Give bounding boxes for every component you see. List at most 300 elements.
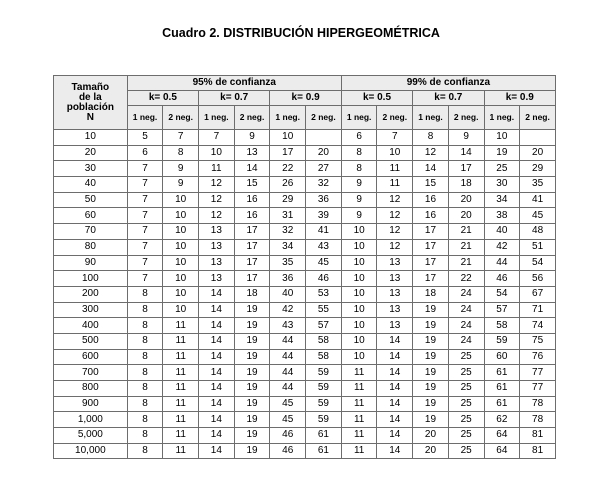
table-row (54, 349, 556, 365)
sample-size-cell: 17 (413, 271, 449, 287)
population-size-cell: 100 (54, 271, 128, 287)
sample-size-cell: 46 (484, 271, 520, 287)
sample-size-cell: 11 (163, 365, 199, 381)
sample-size-cell: 14 (413, 161, 449, 177)
sample-size-cell: 38 (484, 208, 520, 224)
sample-size-cell: 61 (306, 428, 342, 444)
sample-size-cell: 13 (377, 255, 413, 271)
sample-size-cell: 13 (234, 145, 270, 161)
population-size-header (54, 76, 128, 130)
population-size-cell: 900 (54, 396, 128, 412)
sample-size-cell: 8 (341, 145, 377, 161)
sample-size-cell: 25 (448, 412, 484, 428)
sample-size-cell: 18 (413, 286, 449, 302)
sample-size-cell: 7 (127, 208, 163, 224)
sample-size-cell: 13 (377, 318, 413, 334)
population-size-cell: 600 (54, 349, 128, 365)
sample-size-cell: 17 (270, 145, 306, 161)
confidence-99-header: 99% de confianza (341, 76, 555, 91)
table-row (54, 443, 556, 459)
sample-size-cell: 40 (270, 286, 306, 302)
sample-size-cell: 54 (484, 286, 520, 302)
sample-size-cell: 14 (377, 412, 413, 428)
sample-size-cell: 19 (234, 302, 270, 318)
sample-size-cell: 11 (163, 443, 199, 459)
population-size-cell: 10,000 (54, 443, 128, 459)
sample-size-cell: 12 (377, 224, 413, 240)
table-row (54, 192, 556, 208)
sample-size-cell: 19 (234, 443, 270, 459)
sample-size-cell: 58 (306, 333, 342, 349)
table-row (54, 161, 556, 177)
neg-header: 2 neg. (377, 106, 413, 130)
population-size-line: Tamaño (71, 81, 110, 93)
sample-size-cell: 8 (127, 428, 163, 444)
neg-header: 2 neg. (520, 106, 556, 130)
sample-size-cell: 17 (234, 239, 270, 255)
sample-size-cell: 18 (234, 286, 270, 302)
sample-size-cell: 25 (484, 161, 520, 177)
sample-size-cell: 17 (413, 239, 449, 255)
sample-size-cell: 9 (163, 177, 199, 193)
sample-size-cell: 7 (127, 255, 163, 271)
sample-size-cell: 19 (413, 349, 449, 365)
sample-size-cell: 34 (484, 192, 520, 208)
sample-size-cell: 10 (163, 192, 199, 208)
sample-size-cell: 8 (127, 349, 163, 365)
sample-size-cell: 35 (270, 255, 306, 271)
sample-size-cell: 14 (199, 302, 235, 318)
neg-header: 2 neg. (234, 106, 270, 130)
sample-size-cell (520, 130, 556, 146)
population-size-cell: 60 (54, 208, 128, 224)
sample-size-cell: 12 (377, 239, 413, 255)
sample-size-cell: 9 (163, 161, 199, 177)
sample-size-cell: 31 (270, 208, 306, 224)
population-size-cell: 200 (54, 286, 128, 302)
neg-header: 2 neg. (163, 106, 199, 130)
sample-size-cell: 30 (484, 177, 520, 193)
sample-size-cell: 19 (413, 302, 449, 318)
sample-size-cell: 5 (127, 130, 163, 146)
neg-header: 1 neg. (127, 106, 163, 130)
population-size-cell: 10 (54, 130, 128, 146)
sample-size-cell: 14 (234, 161, 270, 177)
population-size-cell: 1,000 (54, 412, 128, 428)
population-size-line: N (86, 111, 94, 123)
k-header: k= 0.7 (199, 91, 270, 106)
sample-size-cell: 19 (234, 333, 270, 349)
sample-size-cell: 12 (199, 208, 235, 224)
sample-size-cell: 12 (199, 192, 235, 208)
sample-size-cell: 25 (448, 396, 484, 412)
table-row (54, 177, 556, 193)
sample-size-cell: 12 (199, 177, 235, 193)
sample-size-cell: 64 (484, 443, 520, 459)
sample-size-cell: 10 (341, 349, 377, 365)
sample-size-cell: 41 (520, 192, 556, 208)
sample-size-cell: 55 (306, 302, 342, 318)
sample-size-cell: 14 (199, 428, 235, 444)
sample-size-cell: 20 (520, 145, 556, 161)
sample-size-cell: 16 (413, 208, 449, 224)
sample-size-cell: 8 (163, 145, 199, 161)
sample-size-cell: 13 (199, 224, 235, 240)
table-body (54, 130, 556, 459)
table-row (54, 396, 556, 412)
population-size-cell: 40 (54, 177, 128, 193)
sample-size-cell: 10 (341, 286, 377, 302)
sample-size-cell: 8 (127, 318, 163, 334)
population-size-cell: 80 (54, 239, 128, 255)
sample-size-cell: 7 (163, 130, 199, 146)
sample-size-cell: 24 (448, 302, 484, 318)
neg-header: 2 neg. (306, 106, 342, 130)
population-size-cell: 30 (54, 161, 128, 177)
k-header: k= 0.5 (127, 91, 198, 106)
sample-size-cell: 45 (306, 255, 342, 271)
sample-size-cell: 13 (199, 239, 235, 255)
sample-size-cell: 21 (448, 255, 484, 271)
sample-size-cell: 16 (234, 192, 270, 208)
sample-size-cell: 74 (520, 318, 556, 334)
sample-size-cell: 16 (413, 192, 449, 208)
sample-size-cell: 59 (484, 333, 520, 349)
sample-size-cell: 10 (341, 318, 377, 334)
sample-size-cell: 17 (413, 255, 449, 271)
sample-size-cell: 54 (520, 255, 556, 271)
table-row (54, 318, 556, 334)
sample-size-cell: 29 (520, 161, 556, 177)
table-row (54, 381, 556, 397)
sample-size-cell: 7 (127, 224, 163, 240)
sample-size-cell: 8 (127, 333, 163, 349)
sample-size-cell: 24 (448, 333, 484, 349)
sample-size-cell: 11 (341, 365, 377, 381)
sample-size-cell: 32 (270, 224, 306, 240)
sample-size-cell: 11 (341, 443, 377, 459)
sample-size-cell: 10 (199, 145, 235, 161)
neg-header: 1 neg. (484, 106, 520, 130)
sample-size-cell: 81 (520, 443, 556, 459)
sample-size-cell: 15 (234, 177, 270, 193)
table-row (54, 255, 556, 271)
sample-size-cell: 10 (163, 239, 199, 255)
sample-size-cell: 34 (270, 239, 306, 255)
sample-size-cell: 8 (127, 396, 163, 412)
sample-size-cell: 44 (484, 255, 520, 271)
table-row (54, 286, 556, 302)
sample-size-cell: 81 (520, 428, 556, 444)
sample-size-cell: 8 (127, 443, 163, 459)
sample-size-cell: 24 (448, 286, 484, 302)
sample-size-cell: 10 (163, 255, 199, 271)
sample-size-cell: 56 (520, 271, 556, 287)
sample-size-cell: 10 (163, 271, 199, 287)
k-header: k= 0.9 (484, 91, 556, 106)
neg-header: 1 neg. (413, 106, 449, 130)
sample-size-cell: 14 (199, 286, 235, 302)
sample-size-cell: 75 (520, 333, 556, 349)
sample-size-cell: 13 (377, 302, 413, 318)
sample-size-cell: 11 (341, 396, 377, 412)
sample-size-cell: 13 (377, 271, 413, 287)
sample-size-cell: 25 (448, 443, 484, 459)
sample-size-cell: 14 (377, 396, 413, 412)
neg-header: 1 neg. (199, 106, 235, 130)
sample-size-cell: 61 (484, 365, 520, 381)
sample-size-cell: 58 (306, 349, 342, 365)
sample-size-cell: 77 (520, 365, 556, 381)
sample-size-cell: 8 (127, 286, 163, 302)
sample-size-cell: 14 (377, 333, 413, 349)
sample-size-cell: 42 (484, 239, 520, 255)
sample-size-cell: 25 (448, 349, 484, 365)
sample-size-cell: 44 (270, 381, 306, 397)
sample-size-cell: 8 (413, 130, 449, 146)
sample-size-cell: 9 (448, 130, 484, 146)
sample-size-cell: 58 (484, 318, 520, 334)
sample-size-cell: 8 (127, 302, 163, 318)
sample-size-cell: 19 (234, 365, 270, 381)
sample-size-cell: 14 (199, 365, 235, 381)
population-size-line: población (66, 101, 114, 113)
sample-size-cell: 19 (234, 412, 270, 428)
sample-size-cell: 57 (484, 302, 520, 318)
sample-size-cell: 10 (163, 302, 199, 318)
sample-size-cell: 71 (520, 302, 556, 318)
population-size-cell: 800 (54, 381, 128, 397)
sample-size-cell: 13 (199, 255, 235, 271)
population-size-cell: 5,000 (54, 428, 128, 444)
sample-size-cell: 7 (127, 239, 163, 255)
sample-size-cell: 11 (377, 161, 413, 177)
table-row (54, 130, 556, 146)
sample-size-cell: 17 (234, 224, 270, 240)
sample-size-cell: 59 (306, 396, 342, 412)
table-row (54, 302, 556, 318)
sample-size-cell: 11 (163, 349, 199, 365)
sample-size-cell: 64 (484, 428, 520, 444)
sample-size-cell: 11 (341, 412, 377, 428)
sample-size-cell: 21 (448, 239, 484, 255)
sample-size-cell: 11 (163, 381, 199, 397)
sample-size-cell: 8 (127, 412, 163, 428)
sample-size-cell: 26 (270, 177, 306, 193)
sample-size-cell: 12 (377, 208, 413, 224)
table-row (54, 239, 556, 255)
neg-header: 1 neg. (270, 106, 306, 130)
sample-size-cell: 17 (234, 255, 270, 271)
sample-size-cell: 11 (163, 428, 199, 444)
sample-size-cell: 11 (341, 381, 377, 397)
table-row (54, 365, 556, 381)
sample-size-cell: 14 (199, 412, 235, 428)
sample-size-cell: 21 (448, 224, 484, 240)
sample-size-cell: 10 (377, 145, 413, 161)
sample-size-cell: 11 (377, 177, 413, 193)
sample-size-cell: 15 (413, 177, 449, 193)
population-size-cell: 20 (54, 145, 128, 161)
sample-size-cell: 10 (341, 333, 377, 349)
sample-size-cell: 19 (413, 365, 449, 381)
sample-size-cell: 62 (484, 412, 520, 428)
sample-size-cell: 10 (163, 208, 199, 224)
sample-size-cell: 19 (234, 428, 270, 444)
sample-size-cell: 78 (520, 412, 556, 428)
population-size-cell: 500 (54, 333, 128, 349)
sample-size-cell: 8 (127, 381, 163, 397)
sample-size-cell: 14 (199, 318, 235, 334)
sample-size-cell: 14 (377, 381, 413, 397)
sample-size-cell: 10 (484, 130, 520, 146)
sample-size-cell: 46 (306, 271, 342, 287)
sample-size-cell: 12 (413, 145, 449, 161)
sample-size-cell (306, 130, 342, 146)
sample-size-cell: 11 (199, 161, 235, 177)
sample-size-cell: 22 (270, 161, 306, 177)
sample-size-cell: 61 (484, 396, 520, 412)
population-size-cell: 700 (54, 365, 128, 381)
sample-size-cell: 19 (234, 349, 270, 365)
sample-size-cell: 14 (377, 365, 413, 381)
sample-size-cell: 45 (270, 412, 306, 428)
neg-header: 1 neg. (341, 106, 377, 130)
sample-size-cell: 20 (413, 443, 449, 459)
sample-size-cell: 9 (341, 177, 377, 193)
sample-size-cell: 20 (448, 208, 484, 224)
sample-size-cell: 10 (270, 130, 306, 146)
table-row (54, 208, 556, 224)
sample-size-cell: 17 (413, 224, 449, 240)
table-row (54, 271, 556, 287)
sample-size-cell: 25 (448, 428, 484, 444)
sample-size-cell: 6 (127, 145, 163, 161)
sample-size-cell: 17 (448, 161, 484, 177)
sample-size-cell: 18 (448, 177, 484, 193)
sample-size-cell: 19 (413, 396, 449, 412)
sample-size-cell: 39 (306, 208, 342, 224)
population-size-cell: 70 (54, 224, 128, 240)
sample-size-cell: 14 (199, 443, 235, 459)
sample-size-cell: 11 (163, 396, 199, 412)
neg-header: 2 neg. (448, 106, 484, 130)
sample-size-cell: 32 (306, 177, 342, 193)
sample-size-cell: 11 (163, 333, 199, 349)
sample-size-cell: 14 (199, 396, 235, 412)
sample-size-cell: 44 (270, 365, 306, 381)
sample-size-cell: 19 (413, 412, 449, 428)
sample-size-cell: 7 (127, 271, 163, 287)
sample-size-cell: 14 (199, 381, 235, 397)
sample-size-cell: 25 (448, 381, 484, 397)
sample-size-cell: 44 (270, 349, 306, 365)
sample-size-cell: 24 (448, 318, 484, 334)
sample-size-cell: 19 (413, 333, 449, 349)
sample-size-cell: 14 (377, 349, 413, 365)
sample-size-cell: 10 (341, 239, 377, 255)
sample-size-cell: 20 (306, 145, 342, 161)
sample-size-cell: 14 (199, 333, 235, 349)
sample-size-cell: 43 (270, 318, 306, 334)
sample-size-cell: 61 (306, 443, 342, 459)
sample-size-cell: 60 (484, 349, 520, 365)
sample-size-cell: 45 (520, 208, 556, 224)
sample-size-cell: 53 (306, 286, 342, 302)
sample-size-cell: 67 (520, 286, 556, 302)
sample-size-cell: 9 (234, 130, 270, 146)
sample-size-cell: 36 (306, 192, 342, 208)
sample-size-cell: 42 (270, 302, 306, 318)
table-title: Cuadro 2. DISTRIBUCIÓN HIPERGEOMÉTRICA (162, 26, 440, 40)
sample-size-cell: 10 (163, 224, 199, 240)
sample-size-cell: 29 (270, 192, 306, 208)
sample-size-cell: 9 (341, 192, 377, 208)
sample-size-cell: 9 (341, 208, 377, 224)
sample-size-cell: 45 (270, 396, 306, 412)
sample-size-cell: 19 (234, 396, 270, 412)
sample-size-cell: 48 (520, 224, 556, 240)
sample-size-cell: 78 (520, 396, 556, 412)
sample-size-cell: 7 (127, 161, 163, 177)
sample-size-cell: 41 (306, 224, 342, 240)
sample-size-cell: 51 (520, 239, 556, 255)
sample-size-cell: 40 (484, 224, 520, 240)
population-size-cell: 90 (54, 255, 128, 271)
sample-size-cell: 22 (448, 271, 484, 287)
sample-size-cell: 11 (341, 428, 377, 444)
sample-size-cell: 11 (163, 412, 199, 428)
sample-size-cell: 13 (199, 271, 235, 287)
k-header: k= 0.7 (413, 91, 484, 106)
sample-size-cell: 16 (234, 208, 270, 224)
sample-size-cell: 59 (306, 412, 342, 428)
table-row (54, 333, 556, 349)
sample-size-cell: 19 (234, 318, 270, 334)
k-header: k= 0.5 (341, 91, 412, 106)
sample-size-cell: 19 (413, 318, 449, 334)
sample-size-cell: 46 (270, 443, 306, 459)
sample-size-cell: 19 (413, 381, 449, 397)
sample-size-cell: 11 (163, 318, 199, 334)
sample-size-cell: 27 (306, 161, 342, 177)
population-size-cell: 50 (54, 192, 128, 208)
sample-size-cell: 35 (520, 177, 556, 193)
sample-size-cell: 13 (377, 286, 413, 302)
sample-size-cell: 8 (127, 365, 163, 381)
sample-size-cell: 6 (341, 130, 377, 146)
sample-size-cell: 10 (163, 286, 199, 302)
sample-size-cell: 7 (127, 192, 163, 208)
sample-size-cell: 59 (306, 365, 342, 381)
sample-size-cell: 44 (270, 333, 306, 349)
sample-size-cell: 77 (520, 381, 556, 397)
sample-size-cell: 19 (234, 381, 270, 397)
sample-size-cell: 14 (377, 428, 413, 444)
sample-size-cell: 61 (484, 381, 520, 397)
population-size-cell: 300 (54, 302, 128, 318)
hypergeometric-table (53, 75, 556, 459)
sample-size-cell: 57 (306, 318, 342, 334)
sample-size-cell: 43 (306, 239, 342, 255)
sample-size-cell: 19 (484, 145, 520, 161)
sample-size-cell: 7 (199, 130, 235, 146)
sample-size-cell: 7 (127, 177, 163, 193)
population-size-cell: 400 (54, 318, 128, 334)
confidence-95-header: 95% de confianza (127, 76, 341, 91)
k-header: k= 0.9 (270, 91, 341, 106)
sample-size-cell: 20 (448, 192, 484, 208)
